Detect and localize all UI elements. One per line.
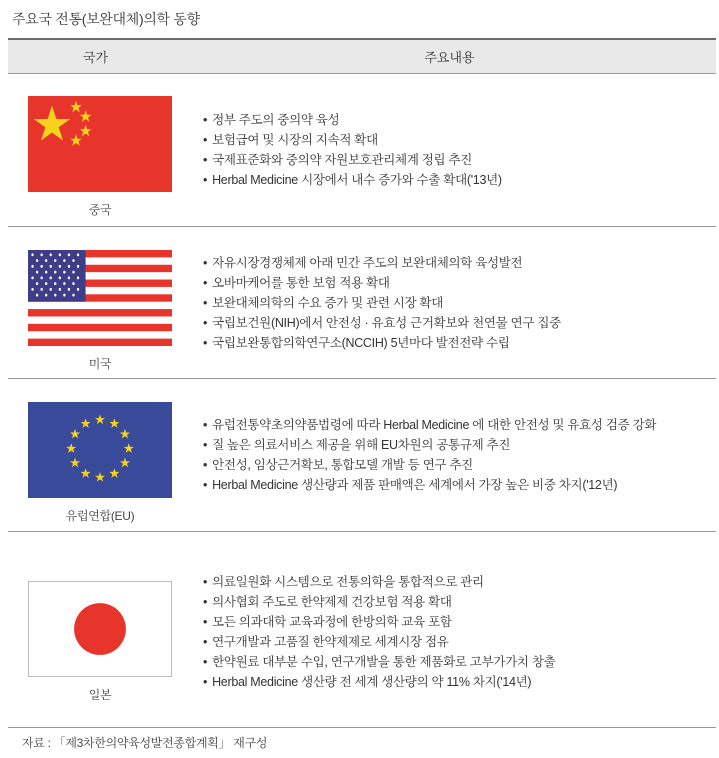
list-item: • 연구개발과 고품질 한약제제로 세계시장 점유: [203, 632, 555, 652]
header-country: 국가: [82, 50, 109, 65]
country-name: 유럽연합(EU): [65, 509, 135, 523]
china-flag-icon: [28, 96, 172, 192]
flag-cell: [28, 402, 172, 524]
japan-flag-icon: [28, 581, 172, 677]
country-name: 일본: [88, 688, 112, 702]
table-row-eu: [8, 379, 716, 532]
content-list: [203, 572, 555, 692]
list-item: • 의사협회 주도로 한약제제 건강보험 적용 확대: [203, 592, 555, 612]
list-item: • 한약원료 대부분 수입, 연구개발을 통한 제품화로 고부가가치 창출: [203, 652, 555, 672]
table-row-usa: [8, 227, 716, 379]
list-item: • 국립보완통합의학연구소(NCCIH) 5년마다 발전전략 수립: [203, 333, 561, 353]
content-list: [203, 110, 502, 190]
list-item: • Herbal Medicine 시장에서 내수 증가와 수출 확대('13년): [203, 170, 502, 190]
list-item: • Herbal Medicine 생산량과 제품 판매액은 세계에서 가장 높은 비중 차지('12년): [203, 475, 656, 495]
list-item: • 의료일원화 시스템으로 전통의학을 통합적으로 관리: [203, 572, 555, 592]
page-title: 주요국 전통(보완대체)의학 동향: [12, 11, 200, 27]
table-row-china: [8, 74, 716, 227]
trend-table: [8, 38, 716, 728]
flag-cell: [28, 96, 172, 218]
list-item: • 자유시장경쟁체제 아래 민간 주도의 보완대체의학 육성발전: [203, 253, 561, 273]
list-item: • 보험급여 및 시장의 지속적 확대: [203, 130, 502, 150]
country-name: 미국: [88, 357, 112, 371]
list-item: • Herbal Medicine 생산량 전 세계 생산량의 약 11% 차지('14년): [203, 672, 555, 692]
list-item: • 유럽전통약초의약품법령에 따라 Herbal Medicine 에 대한 안전성 및 유효성 검증 강화: [203, 415, 656, 435]
table-header: [8, 40, 716, 74]
flag-cell: [28, 581, 172, 703]
country-name: 중국: [88, 203, 112, 217]
list-item: • 정부 주도의 중의약 육성: [203, 110, 502, 130]
usa-flag-icon: [28, 250, 172, 346]
list-item: • 질 높은 의료서비스 제공을 위해 EU차원의 공통규제 추진: [203, 435, 656, 455]
content-list: [203, 415, 656, 495]
list-item: • 안전성, 임상근거확보, 통합모델 개발 등 연구 추진: [203, 455, 656, 475]
list-item: • 오바마케어를 통한 보험 적용 확대: [203, 273, 561, 293]
content-list: [203, 253, 561, 353]
source-note: 자료 : 「제3차한의약육성발전종합계획」 재구성: [22, 736, 268, 750]
table-row-japan: [8, 532, 716, 728]
list-item: • 보완대체의학의 수요 증가 및 관련 시장 확대: [203, 293, 561, 313]
header-content: 주요내용: [424, 50, 475, 65]
eu-flag-icon: [28, 402, 172, 498]
list-item: • 모든 의과대학 교육과정에 한방의학 교육 포함: [203, 612, 555, 632]
list-item: • 국립보건원(NIH)에서 안전성 · 유효성 근거확보와 천연물 연구 집중: [203, 313, 561, 333]
list-item: • 국제표준화와 중의약 자원보호관리체계 정립 추진: [203, 150, 502, 170]
flag-cell: [28, 250, 172, 372]
